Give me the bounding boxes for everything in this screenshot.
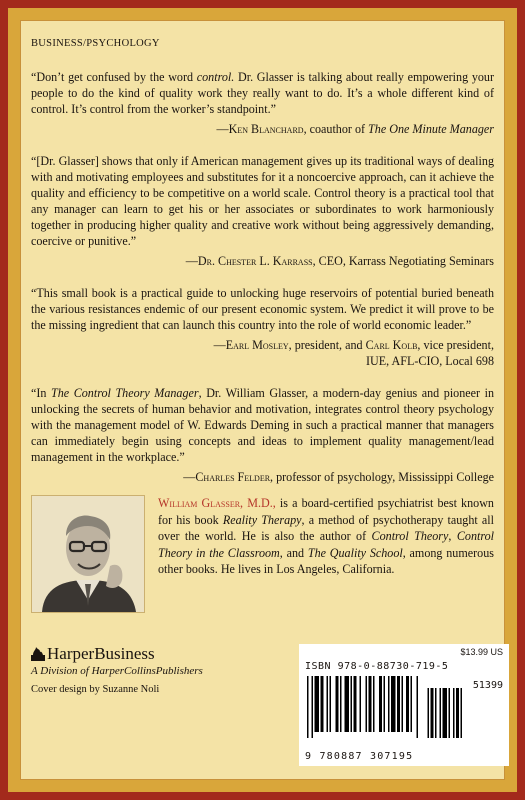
attribution-name: Dr. Chester L. Karrass: [197, 254, 313, 268]
division-text-italic: Publishers: [155, 665, 203, 677]
isbn: ISBN 978-0-88730-719-5: [305, 661, 449, 672]
attribution-detail: , vice president,: [417, 338, 494, 352]
publisher-logo: [31, 644, 155, 664]
publisher-name: HarperBusiness: [47, 644, 155, 663]
quote-text: “In: [31, 386, 51, 400]
attribution-karrass: [31, 253, 494, 269]
attribution-name: Charles Felder: [195, 470, 271, 484]
quote-mosley-kolb: “This small book is a practical guide to unlocking huge reservoirs of potential buried beneath the various resistances endemic of our present economic system. We predict it will prove to be the missing ingredient that can launch this country into the role of world economic leader.”: [31, 286, 494, 332]
ean-number: 9 780887 307195: [305, 751, 414, 762]
author-name: William Glasser, M.D.,: [158, 496, 276, 510]
attribution-affiliation: IUE, AFL-CIO, Local 698: [366, 354, 494, 368]
bio-text: ,: [448, 529, 457, 543]
attribution-dash: —: [183, 470, 196, 484]
bio-book-title: Reality Therapy: [222, 512, 302, 527]
publisher-footer: [31, 644, 503, 764]
attribution-felder: [31, 469, 494, 485]
attribution-name: Carl Kolb: [365, 338, 418, 352]
attribution-blanchard: [31, 121, 494, 137]
quote-blanchard: [31, 69, 494, 117]
bio-book-title: Control Theory in the Classroom: [158, 529, 495, 560]
attribution-name: Earl Mosley: [225, 338, 289, 352]
attribution-name: Ken Blanchard: [228, 122, 304, 136]
price: $13.99 US: [460, 647, 503, 657]
quote-text: , Dr. William Glasser, a modern-day genius and pioneer in unlocking the secrets of human behavior and motivation, integrates control theory psychology with the management model of W. Edwards Deming in such a practical manner that managers can immediately begin using concepts and ideas to implement quality management/lead management in the workplace.”: [31, 386, 495, 464]
bio-text: is a board-certified psychiatrist best known for his book: [158, 496, 494, 527]
price-addon-code: 51399: [472, 680, 503, 691]
attribution-mosley-kolb: [31, 337, 494, 369]
attribution-dash: —: [216, 122, 229, 136]
harper-fire-icon: [31, 647, 45, 661]
bio-book-title: The Quality School: [307, 545, 403, 560]
quote-emphasis: The Control Theory Manager: [51, 386, 199, 400]
division-text: A Division of HarperCollins: [31, 665, 156, 677]
category-label: BUSINESS/PSYCHOLOGY: [31, 38, 160, 49]
attribution-detail: , professor of psychology, Mississippi College: [270, 470, 494, 484]
attribution-dash: —: [213, 338, 226, 352]
back-cover-content: [31, 36, 494, 623]
attribution-dash: —: [185, 254, 198, 268]
author-bio: [158, 495, 494, 578]
barcode-graphic: [305, 676, 501, 742]
attribution-detail: , CEO, Karrass Negotiating Seminars: [312, 254, 494, 268]
quote-karrass: “[Dr. Glasser] shows that only if American management gives up its traditional ways of dealing with and motivating employees and substitutes for it a noncoercive approach, can it achieve the quality and efficiency to be competitive on a world scale. Control theory is a practical tool that any manager can learn to get his or her associates or subordinates to work harmoniously together in producing higher quality and creative work without being aggressively demanding, coercive or punitive.”: [31, 154, 494, 248]
quote-emphasis: control.: [196, 70, 235, 84]
quote-felder: [31, 385, 494, 465]
bio-text: , and: [279, 545, 308, 560]
author-bio-section: [31, 495, 494, 623]
bio-book-title: Control Theory: [371, 529, 449, 543]
attribution-book-title: The One Minute Manager: [368, 122, 494, 136]
barcode-box: [299, 644, 509, 766]
cover-credit: Cover design by Suzanne Noli: [31, 684, 160, 695]
attribution-detail: , president, and: [288, 338, 366, 352]
bio-text: , a method of psychotherapy taught all over the world. He is also the author of: [158, 512, 494, 543]
publisher-division: [31, 665, 203, 677]
quote-text: Dr. Glasser is talking about really empowering your people to do the kind of quality work they really want to do. It’s a whole different kind of control. It’s control from the worker’s standpoint.”: [31, 70, 494, 116]
attribution-detail: , coauthor of: [303, 122, 369, 136]
author-photo: [31, 495, 145, 613]
quote-text: “Don’t get confused by the word: [31, 70, 197, 84]
bio-text: , among numerous other books. He lives in Los Angeles, California.: [158, 545, 494, 576]
